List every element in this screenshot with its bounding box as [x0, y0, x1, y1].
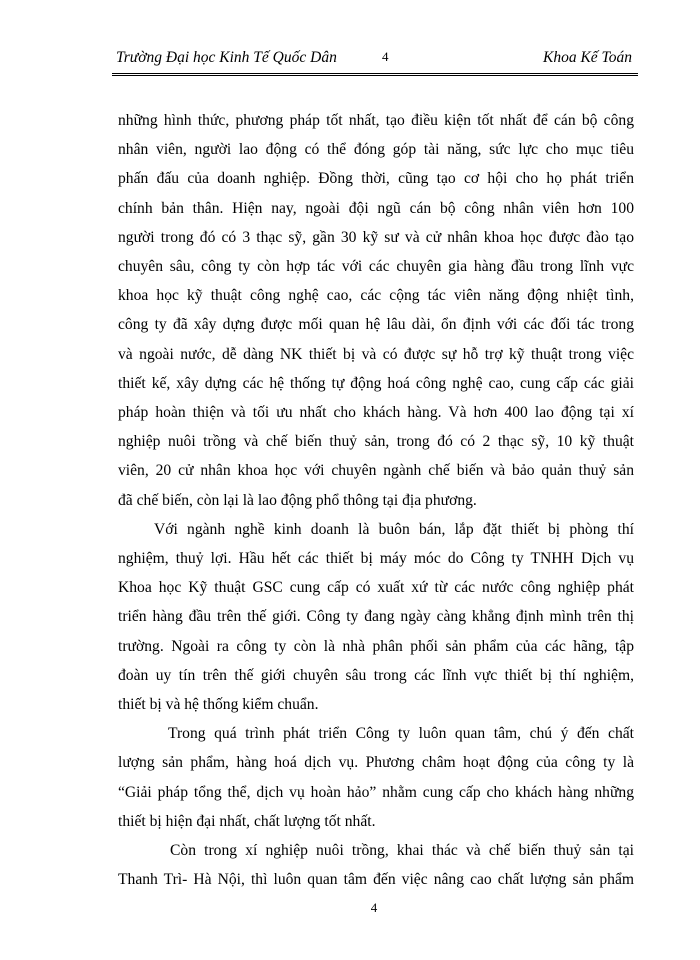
text-line: “Giải pháp tổng thể, dịch vụ hoàn hảo” nhằm cung cấp cho khách hàng những [118, 783, 634, 801]
text-line: thiết bị hiện đại nhất, chất lượng tốt nhất. [118, 812, 376, 830]
page-header [112, 45, 638, 76]
text-line: nhân viên, người lao động có thể đóng góp tài năng, sức lực cho mục tiêu [118, 141, 634, 159]
text-line: những hình thức, phương pháp tốt nhất, tạo điều kiện tốt nhất để cán bộ công [118, 112, 634, 129]
text-line: nghiệp nuôi trồng và chế biến thuỷ sản, trong đó có 2 thạc sỹ, 10 kỹ thuật [118, 433, 634, 451]
text-line: triển hàng đầu trên thế giới. Công ty đang ngày càng khẳng định mình trên thị [118, 608, 634, 626]
text-line: viên, 20 cử nhân khoa học với chuyên ngành chế biến và bảo quản thuỷ sản [118, 462, 634, 480]
text-line: thiết kế, xây dựng các hệ thống tự động hoá công nghệ cao, cung cấp các giải [118, 374, 634, 392]
paragraph-3 [118, 719, 634, 836]
paragraph-2 [118, 515, 634, 719]
text-line: Trong quá trình phát triển Công ty luôn quan tâm, chú ý đến chất [168, 725, 634, 743]
text-line: Còn trong xí nghiệp nuôi trồng, khai thác và chế biến thuỷ sản tại [170, 842, 634, 860]
text-line: thiết bị và hệ thống kiểm chuẩn. [118, 696, 319, 714]
header-faculty: Khoa Kế Toán [542, 49, 632, 66]
text-line: người trong đó có 3 thạc sỹ, gần 30 kỹ sư và cử nhân khoa học được đào tạo [118, 228, 634, 246]
text-line: Thanh Trì- Hà Nội, thì luôn quan tâm đến việc nâng cao chất lượng sản phẩm [118, 871, 634, 889]
text-line: Với ngành nghề kinh doanh là buôn bán, lắp đặt thiết bị phòng thí [154, 520, 634, 538]
text-line: nghiệm, thuỷ lợi. Hầu hết các thiết bị máy móc do Công ty TNHH Dịch vụ [118, 550, 634, 568]
text-line: và ngoài nước, dễ dàng NK thiết bị và có được sự hỗ trợ kỹ thuật trong việc [118, 345, 634, 363]
text-line: đã chế biến, còn lại là lao động phổ thông tại địa phương. [118, 491, 477, 509]
text-line: khoa học kỹ thuật công nghệ cao, các cộng tác viên năng động nhiệt tình, [118, 287, 634, 305]
text-line: trường. Ngoài ra công ty còn là nhà phân phối sản phẩm của các hãng, tập [118, 637, 634, 655]
text-line: phấn đấu của doanh nghiệp. Đồng thời, cũng tạo cơ hội cho họ phát triển [118, 170, 634, 188]
text-line: lượng sản phẩm, hàng hoá dịch vụ. Phương châm hoạt động của công ty là [118, 754, 634, 772]
paragraph-1 [118, 106, 634, 515]
document-body [118, 106, 634, 894]
text-line: chính bản thân. Hiện nay, ngoài đội ngũ cán bộ công nhân viên hơn 100 [118, 199, 634, 217]
text-line: công ty đã xây dựng được mối quan hệ lâu dài, ổn định với các đối tác trong [118, 316, 634, 334]
text-line: chuyên sâu, công ty còn hợp tác với các chuyên gia hàng đầu trong lĩnh vực [118, 258, 634, 276]
paragraph-4 [118, 836, 634, 894]
text-line: đoàn uy tín trên thế giới chuyên sâu trong các lĩnh vực thiết bị thí nghiệm, [118, 666, 634, 684]
text-line: Khoa học Kỹ thuật GSC cung cấp có xuất xứ từ các nước công nghiệp phát [118, 579, 634, 597]
text-line: pháp hoàn thiện và tối ưu nhất cho khách hàng. Và hơn 400 lao động tại xí [118, 404, 634, 422]
footer-page-number: 4 [370, 900, 378, 915]
header-university: Trường Đại học Kinh Tế Quốc Dân [116, 49, 337, 66]
header-page-number: 4 [382, 49, 389, 64]
